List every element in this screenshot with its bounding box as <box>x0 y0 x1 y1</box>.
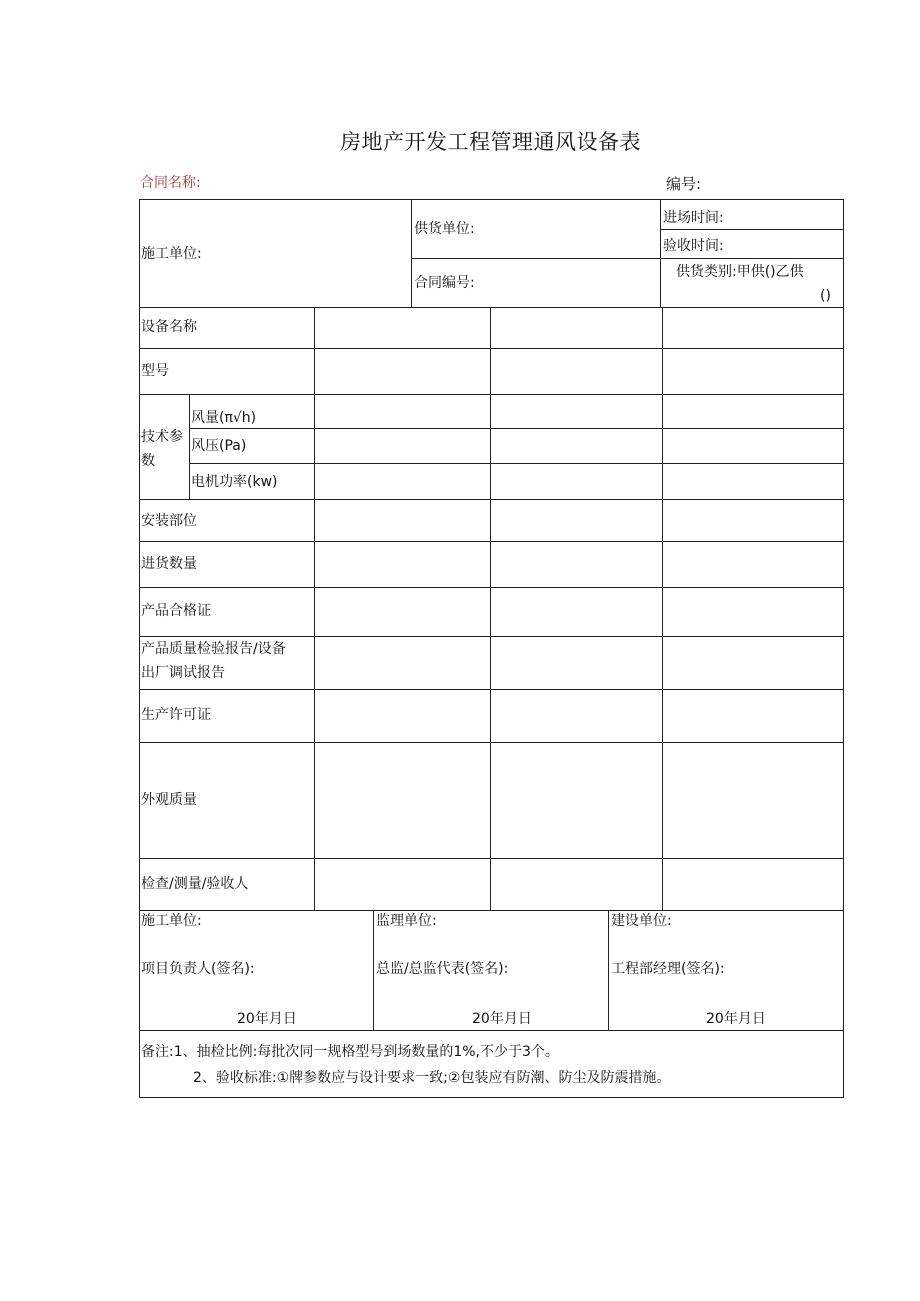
sig-engineering-manager: 工程部经理(签名): <box>611 961 725 977</box>
sig-developer-unit: 建设单位: <box>611 913 672 929</box>
sig-date-supervision: 20年月日 <box>472 1011 532 1027</box>
contract-no-label: 合同编号: <box>414 275 475 291</box>
row-label-quality-report-cont: 出厂调试报告 <box>141 665 225 681</box>
sig-chief-supervisor: 总监/总监代表(签名): <box>376 961 509 977</box>
row-label-inspector: 检查/测量/验收人 <box>141 876 249 892</box>
row-label-model: 型号 <box>141 363 169 379</box>
row-label-install-location: 安装部位 <box>141 513 197 529</box>
row-label-motor-power: 电机功率(kw) <box>191 474 278 490</box>
row-label-appearance: 外观质量 <box>141 792 197 808</box>
construction-unit-label: 施工单位: <box>141 246 202 262</box>
row-label-equipment-name: 设备名称 <box>141 319 197 335</box>
page-title: 房地产开发工程管理通风设备表 <box>340 130 641 154</box>
sig-date-developer: 20年月日 <box>706 1011 766 1027</box>
supply-type-label-cont: () <box>820 288 831 304</box>
row-label-production-license: 生产许可证 <box>141 707 211 723</box>
row-label-air-volume: 风量(π√h) <box>191 410 257 426</box>
sig-construction-unit: 施工单位: <box>141 913 202 929</box>
notes-line-1: 备注:1、抽检比例:每批次同一规格型号到场数量的1%,不少于3个。 <box>141 1044 559 1060</box>
notes-line-2: 2、验收标准:①牌参数应与设计要求一致;②包装应有防潮、防尘及防震措施。 <box>193 1070 671 1086</box>
row-label-air-pressure: 风压(Pa) <box>191 438 247 454</box>
row-label-tech-params: 技术参 <box>141 429 183 445</box>
row-label-certificate: 产品合格证 <box>141 603 211 619</box>
sig-date-construction: 20年月日 <box>237 1011 297 1027</box>
sig-project-manager: 项目负责人(签名): <box>141 961 255 977</box>
supply-type-label: 供货类别:甲供()乙供 <box>676 264 804 280</box>
supplier-label: 供货单位: <box>414 221 475 237</box>
row-label-quality-report: 产品质量检验报告/设备 <box>141 641 286 657</box>
sig-supervision-unit: 监理单位: <box>376 913 437 929</box>
acceptance-time-label: 验收时间: <box>663 238 724 254</box>
entry-time-label: 进场时间: <box>663 210 724 226</box>
contract-name-label: 合同名称: <box>140 175 201 191</box>
row-label-incoming-qty: 进货数量 <box>141 556 197 572</box>
row-label-tech-params-cont: 数 <box>141 453 155 469</box>
number-label: 编号: <box>666 175 702 193</box>
